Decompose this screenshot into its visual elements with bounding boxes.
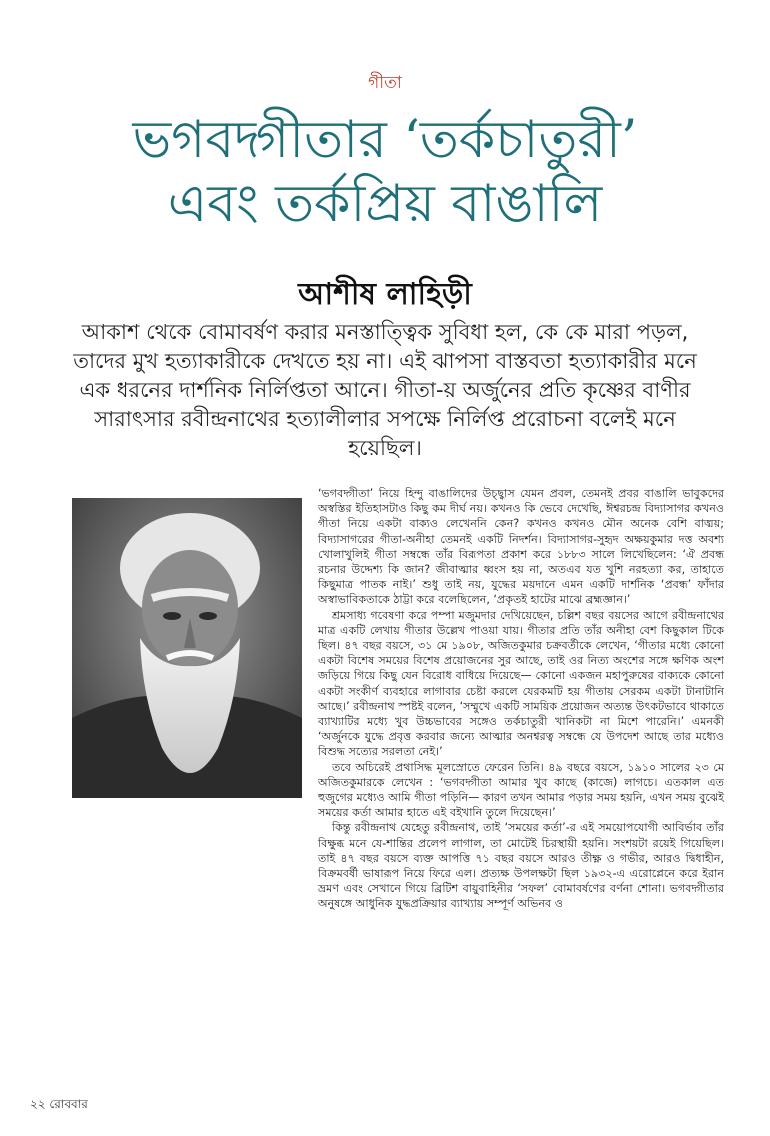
body-paragraph: তবে অচিরেই প্রথাসিদ্ধ মূলস্রোতে ফেরেন তিনি। ৪৯ বছরে বয়সে, ১৯১০ সালের ২৩ মে অজিতকুমারকে লেখেন : ‘ভগবদ্গীতা আমার খুব কাছে (কাজে) লাগচে। এতকাল এত হুজুগের মধ্যেও আমি গীতা পড়িনি— কারণ তখন আমার পড়ার সময় হয়নি, এখন সময় বুঝেই সময়ের কর্তা আমার হাতে এই বইখানি তুলে দিয়েছেন।’ bbox=[318, 760, 724, 820]
title-line-1: ভগবদ্গীতার ‘তর্কচাতুরী’ bbox=[132, 110, 638, 170]
section-tag: গীতা bbox=[368, 73, 402, 93]
body-paragraph: কিন্তু রবীন্দ্রনাথ যেহেতু রবীন্দ্রনাথ, তাই ‘সময়ের কর্তা’-র এই সময়োপযোগী আবির্ভাব তাঁর বিক্ষুব্ধ মনে যে-শান্তির প্রলেপ লাগাল, তা মোটেই চিরস্থায়ী হয়নি। সংশয়টা রয়েই গিয়েছিল। তাই ৪৭ বছর বয়সে ব্যক্ত আপত্তি ৭১ বছর বয়সে আরও তীক্ষ্ণ ও গভীর, আরও দ্বিধাহীন, বিক্রমবর্ষী ভাষারূপ নিয়ে ফিরে এল। প্রত্যক্ষ উপলক্ষটা ছিল ১৯৩২-এ এরোপ্লেনে করে ইরান ভ্রমণ এবং সেখানে গিয়ে ব্রিটিশ বায়ুবাহিনীর ‘সফল’ বোমাবর্ষণের বর্ণনা শোনা। ভগবদ্গীতার অনুষঙ্গে আধুনিক যুদ্ধপ্রক্রিয়ার ব্যাখ্যায় সম্পূর্ণ অভিনব ও bbox=[318, 821, 724, 911]
intro-standfirst: আকাশ থেকে বোমাবর্ষণ করার মনস্তাত্ত্বিক সুবিধা হল, কে কে মারা পড়ল, তাদের মুখ হত্যাকারীকে দেখতে হয় না। এই ঝাপসা বাস্তবতা হত্যাকারীর মনে এক ধরনের দার্শনিক নির্লিপ্ততা আনে। গীতা-য় অর্জুনের প্রতি কৃষ্ণের বাণীর সারাৎসার রবীন্দ্রনাথের হত্যালীলার সপক্ষে নির্লিপ্ত প্ররোচনা বলেই মনে হয়েছিল। bbox=[73, 320, 697, 460]
portrait-photo bbox=[72, 498, 302, 798]
title-line-2: এবং তর্কপ্রিয় বাঙালি bbox=[167, 174, 603, 234]
body-paragraph: ‘ভগবদ্গীতা’ নিয়ে হিন্দু বাঙালিদের উচ্ছ্বাস যেমন প্রবল, তেমনই প্রবর বাঙালি ভাবুকদের অস্বস্তির ইতিহাসটাও কিছু কম দীর্ঘ নয়। কখনও কি ভেবে দেখেছি, ঈশ্বরচন্দ্র বিদ্যাসাগর কখনও গীতা নিয়ে একটা বাক্যও লেখেননি কেন? কখনও কখনও মৌন অনেক বেশি বাঙ্ময়; বিদ্যাসাগরের গীতা-অনীহা তেমনই একটি নিদর্শন। বিদ্যাসাগর-সুহৃদ অক্ষয়কুমার দত্ত অবশ্য খোলাখুলিই গীতা সম্বন্ধে তাঁর বিরূপতা প্রকাশ করে ১৮৮৩ সালে লিখেছিলেন: ‘ঐ প্রবন্ধ রচনার উদ্দেশ্য কি জান? জীবাত্মার ধ্বংস হয় না, অতএব যত খুশি নরহত্যা কর, তাহাতে কিছুমাত্র পাতক নাই।’ শুধু তাই নয়, যুদ্ধের ময়দানে এমন একটি দার্শনিক ‘প্রবন্ধ’ ফাঁদার অস্বাভাবিকতাকে ঠাট্টা করে বলেছিলেন, ‘প্রকৃতই হাটের মাঝে ব্রহ্মজ্ঞান।’ bbox=[318, 487, 724, 607]
body-paragraph: শ্রমসাধ্য গবেষণা করে পম্পা মজুমদার দেখিয়েছেন, চল্লিশ বছর বয়সের আগে রবীন্দ্রনাথের মাত্র একটি লেখায় গীতার উল্লেখ পাওয়া যায়। গীতার প্রতি তাঁর অনীহা বেশ কিছুকাল টিকে ছিল। ৪৭ বছর বয়সে, ৩১ মে ১৯০৮, অজিতকুমার চক্রবর্তীকে লেখেন, ‘গীতার মধ্যে কোনো একটা বিশেষ সময়ের বিশেষ প্রয়োজনের সুর আছে, তাই ওর নিত্য অংশের সঙ্গে ক্ষণিক অংশ জড়িয়ে গিয়ে কিছু যেন বিরোধ বাধিয়ে দিয়েছে— কোনো একজন মহাপুরুষের বাক্যকে কোনো একটা সংকীর্ণ ব্যবহারে লাগাবার চেষ্টা করলে যেরকমটি হয় গীতায় সেরকম একটা টানাটানি আছে।’ রবীন্দ্রনাথ স্পষ্টই বলেন, ‘সম্মুখে একটি সাময়িক প্রয়োজন অত্যন্ত উৎকটভাবে থাকাতে ব্যাখ্যাটির মধ্যে খুব উচ্চভাবের সঙ্গেও তর্কচাতুরী খানিকটা না মিশে পারেনি।’ এমনকী ‘অর্জুনকে যুদ্ধে প্রবৃত্ত করবার জন্যে আত্মার অনশ্বরত্ব সম্বন্ধে যে উপদেশ আছে তার মধ্যেও বিশুদ্ধ সত্যের সরলতা নেই।’ bbox=[318, 608, 724, 759]
article-title bbox=[30, 108, 740, 236]
article-body bbox=[318, 486, 724, 912]
page-folio: ২২ রোববার bbox=[30, 1097, 88, 1111]
author-byline: আশীষ লাহিড়ী bbox=[298, 277, 472, 312]
